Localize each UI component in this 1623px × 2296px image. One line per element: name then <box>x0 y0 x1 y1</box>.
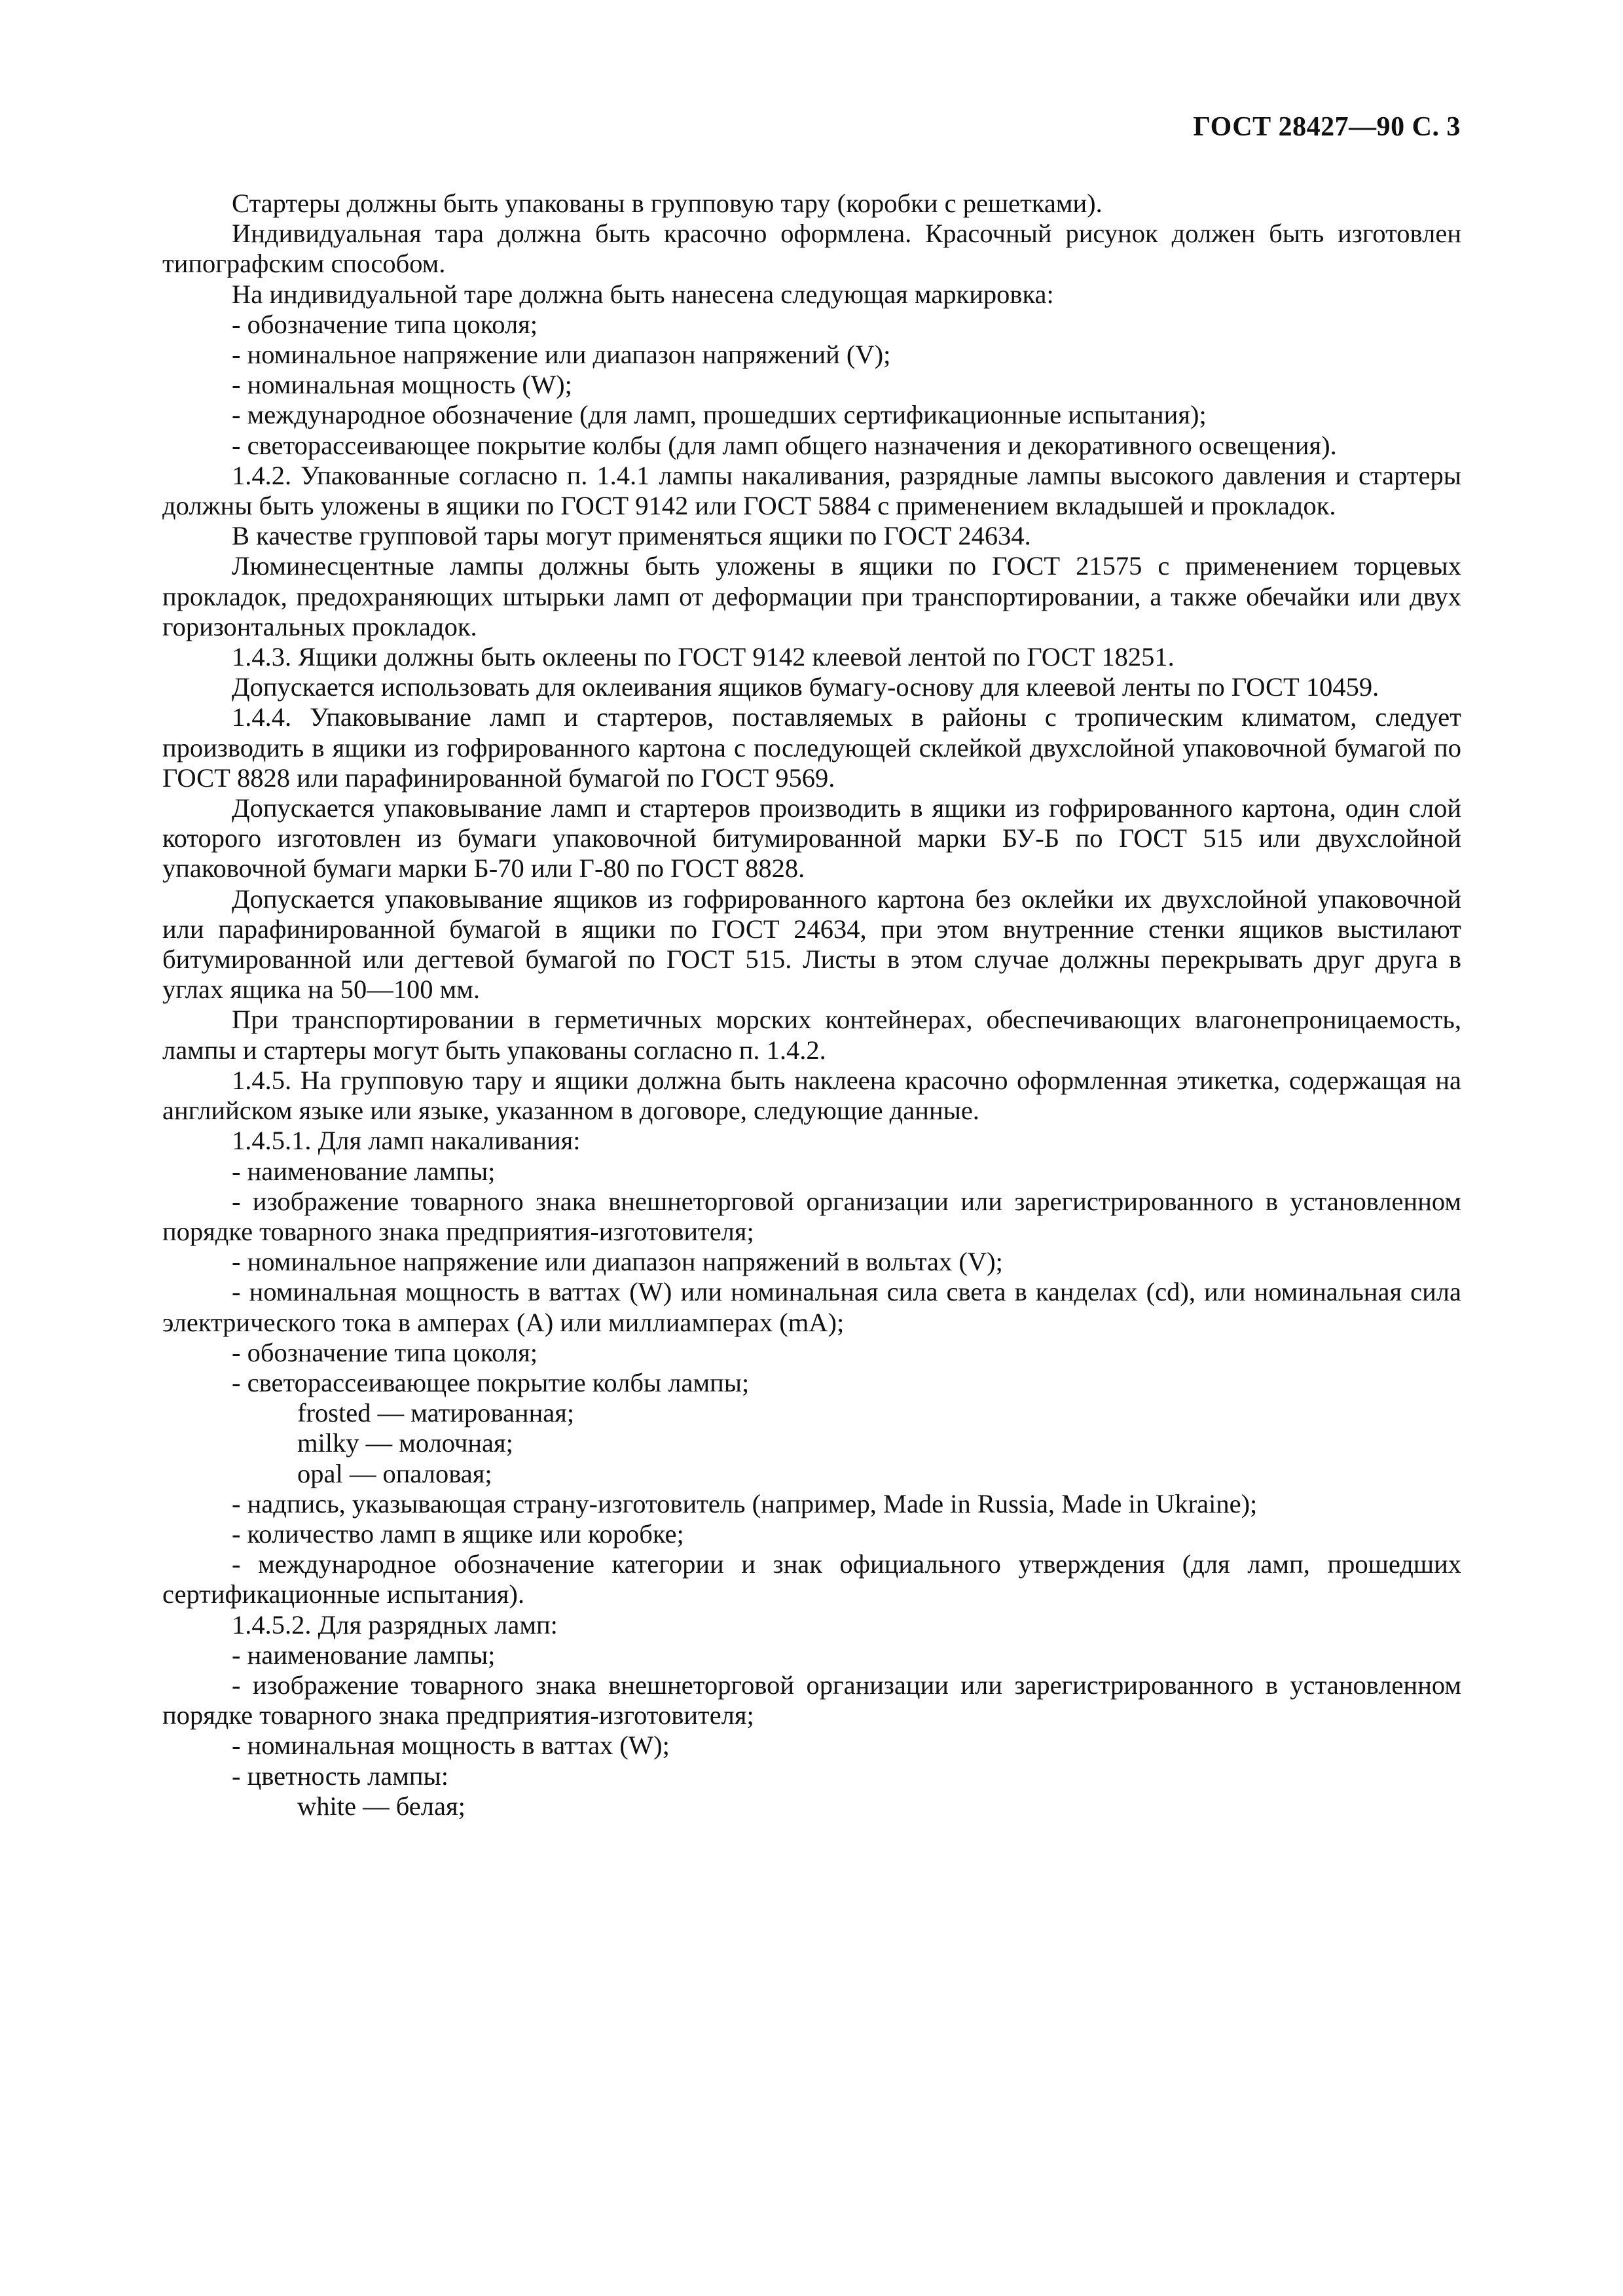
paragraph: - надпись, указывающая страну-изготовитель (например, Made in Russia, Made in Ukraine); <box>232 1488 1258 1518</box>
paragraph: - международное обозначение категории и знак официального утверждения (для ламп, прошедших сертификационные испытания). <box>162 1549 1461 1609</box>
paragraph: - цветность лампы: <box>232 1761 449 1791</box>
list-sub-item: frosted — матированная; <box>297 1398 575 1428</box>
paragraph: При транспортировании в герметичных морских контейнерах, обеспечивающих влагонепроницаемость, лампы и стартеры могут быть упакованы согласно п. 1.4.2. <box>162 1005 1461 1065</box>
document-body <box>162 188 1461 1821</box>
paragraph: - светорассеивающее покрытие колбы лампы; <box>232 1367 750 1397</box>
paragraph: 1.4.5.1. Для ламп накаливания: <box>232 1126 581 1156</box>
paragraph: - наименование лампы; <box>232 1640 496 1670</box>
paragraph: В качестве групповой тары могут применяться ящики по ГОСТ 24634. <box>232 521 1031 551</box>
paragraph: 1.4.2. Упакованные согласно п. 1.4.1 лампы накаливания, разрядные лампы высокого давления и стартеры должны быть уложены в ящики по ГОСТ 9142 или ГОСТ 5884 с применением вкладышей и прокладок. <box>162 460 1461 521</box>
list-sub-item: milky — молочная; <box>297 1428 513 1458</box>
list-sub-item: white — белая; <box>297 1791 465 1821</box>
paragraph: - номинальная мощность (W); <box>232 370 572 400</box>
paragraph: Допускается упаковывание ламп и стартеров производить в ящики из гофрированного картона, один слой которого изготовлен из бумаги упаковочной битумированной марки БУ-Б по ГОСТ 515 или двухслойной упаковочной бумаги марки Б-70 или Г-80 по ГОСТ 8828. <box>162 793 1461 884</box>
paragraph: - обозначение типа цоколя; <box>232 1337 538 1367</box>
paragraph: Индивидуальная тара должна быть красочно оформлена. Красочный рисунок должен быть изготовлен типографским способом. <box>162 219 1461 279</box>
paragraph: 1.4.3. Ящики должны быть оклеены по ГОСТ 9142 клеевой лентой по ГОСТ 18251. <box>232 642 1175 672</box>
paragraph: 1.4.4. Упаковывание ламп и стартеров, поставляемых в районы с тропическим климатом, следует производить в ящики из гофрированного картона с последующей склейкой двухслойной упаковочной бумагой по ГОСТ 8828 или парафинированной бумагой по ГОСТ 9569. <box>162 702 1461 793</box>
list-sub-item: opal — опаловая; <box>297 1458 492 1488</box>
paragraph: - наименование лампы; <box>232 1156 496 1186</box>
paragraph: Стартеры должны быть упакованы в групповую тару (коробки с решетками). <box>232 188 1103 218</box>
paragraph: - количество ламп в ящике или коробке; <box>232 1518 684 1549</box>
paragraph: Допускается использовать для оклеивания ящиков бумагу-основу для клеевой ленты по ГОСТ 10459. <box>232 672 1379 702</box>
paragraph: На индивидуальной таре должна быть нанесена следующая маркировка: <box>232 279 1054 309</box>
paragraph: - международное обозначение (для ламп, прошедших сертификационные испытания); <box>232 400 1207 430</box>
paragraph: - изображение товарного знака внешнеторговой организации или зарегистрированного в установленном порядке товарного знака предприятия-изготовителя; <box>162 1186 1461 1246</box>
paragraph: - изображение товарного знака внешнеторговой организации или зарегистрированного в установленном порядке товарного знака предприятия-изготовителя; <box>162 1670 1461 1731</box>
paragraph: 1.4.5. На групповую тару и ящики должна быть наклеена красочно оформленная этикетка, содержащая на английском языке или языке, указанном в договоре, следующие данные. <box>162 1065 1461 1126</box>
paragraph: - светорассеивающее покрытие колбы (для ламп общего назначения и декоративного освещения). <box>232 430 1337 460</box>
paragraph: Люминесцентные лампы должны быть уложены в ящики по ГОСТ 21575 с применением торцевых прокладок, предохраняющих штырьки ламп от деформации при транспортировании, а также обечайки или двух горизонтальных прокладок. <box>162 551 1461 641</box>
paragraph: - номинальная мощность в ваттах (W) или номинальная сила света в канделах (cd), или номинальная сила электрического тока в амперах (A) или миллиамперах (mA); <box>162 1277 1461 1337</box>
paragraph: Допускается упаковывание ящиков из гофрированного картона без оклейки их двухслойной упаковочной или парафинированной бумагой в ящики по ГОСТ 24634, при этом внутренние стенки ящиков выстилают битумированной или дегтевой бумагой по ГОСТ 515. Листы в этом случае должны перекрывать друг друга в углах ящика на 50—100 мм. <box>162 884 1461 1005</box>
paragraph: 1.4.5.2. Для разрядных ламп: <box>232 1609 558 1640</box>
page-header: ГОСТ 28427—90 С. 3 <box>1193 112 1461 142</box>
paragraph: - номинальное напряжение или диапазон напряжений (V); <box>232 340 891 370</box>
paragraph: - номинальная мощность в ваттах (W); <box>232 1731 670 1761</box>
paragraph: - обозначение типа цоколя; <box>232 309 538 339</box>
paragraph: - номинальное напряжение или диапазон напряжений в вольтах (V); <box>232 1247 1003 1277</box>
